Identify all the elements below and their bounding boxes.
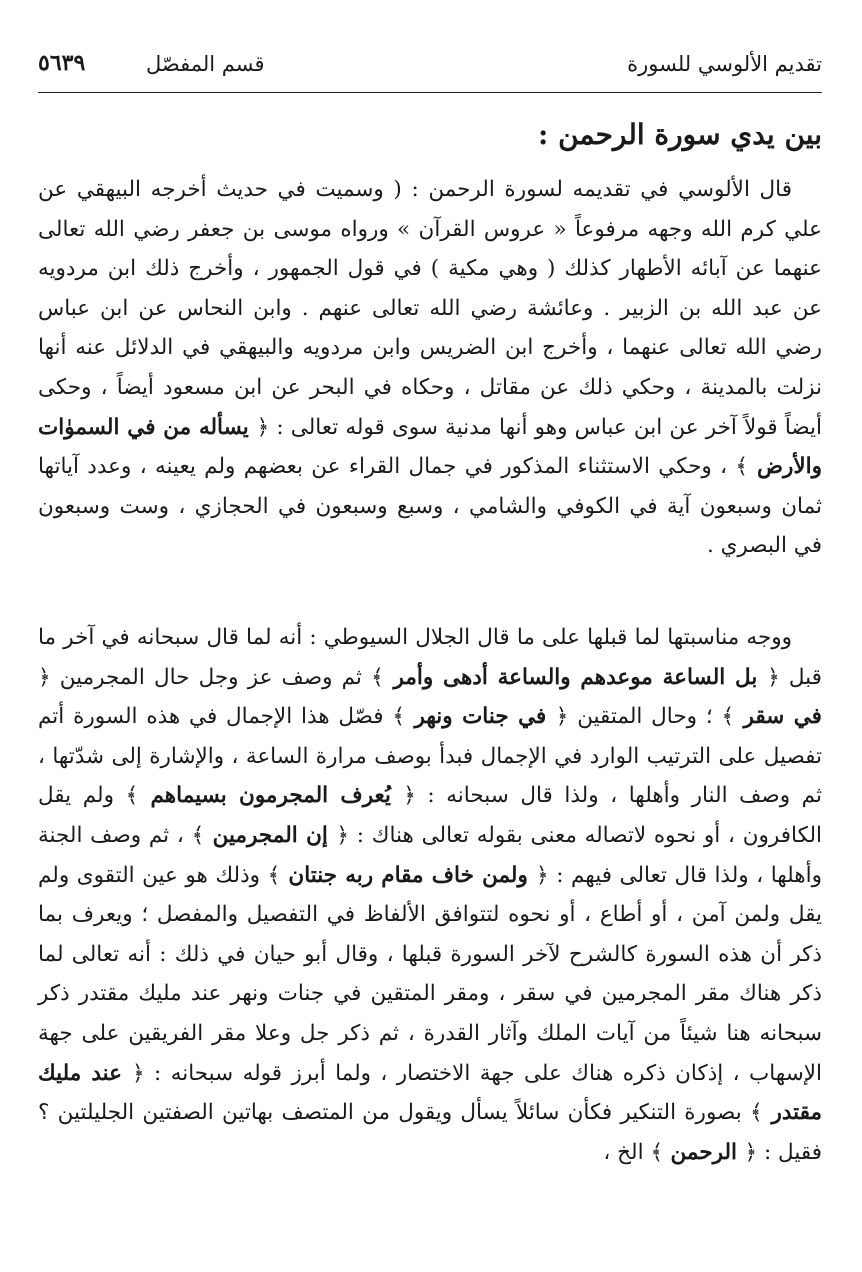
quran-verse: ﴿ يُعرف المجرمون بسيماهم ﴾ [125, 783, 416, 809]
text-run: ، وحكي الاستثناء المذكور في جمال القراء عن بعضهم ولم يعينه ، وعدد آياتها ثمان وسبعون آية في الكوفي والشامي ، وسبع وسبعون في الحجازي ، وست وسبعون في البصري . [38, 454, 822, 559]
header-title: تقديم الألوسي للسورة [627, 52, 822, 76]
quran-verse: ﴿ يسأله من في السموٰات والأرض ﴾ [38, 414, 822, 480]
text-run: ثم وصف عز وجل حال المجرمين [59, 664, 362, 690]
quran-verse: ﴿ بل الساعة موعدهم والساعة أدهى وأمر ﴾ [371, 664, 780, 690]
quran-verse: ﴿ الرحمن ﴾ [650, 1139, 758, 1165]
text-run: فصّل هذا الإجمال في هذه السورة أتم تفصيل على الترتيب الوارد في الإجمال فبدأ بوصف مرارة الساعة ، والإشارة إلى شدّتها ، ثم وصف النار وأهلها ، ولذا قال سبحانه : [38, 704, 822, 809]
text-run: ووجه مناسبتها لما قبلها على ما قال الجلال السيوطي : أنه لما قال سبحانه في آخر ما قبل [38, 625, 822, 690]
running-header [38, 52, 822, 93]
text-run: قال الألوسي في تقديمه لسورة الرحمن : ( وسميت في حديث أخرجه البيهقي عن علي كرم الله وجهه مرفوعاً « عروس القرآن » ورواه موسى بن جعفر رضي الله تعالى عنهما عن آبائه الأطهار كذلك ( وهي مكية ) في قول الجمهور ، وأخرج ذلك ابن مردويه عن عبد الله بن الزبير . وعائشة رضي الله تعالى عنهم . وابن النحاس عن ابن عباس رضي الله تعالى عنهما ، وأخرج ابن الضريس وابن مردويه والبيهقي في الدلائل عنه أنها نزلت بالمدينة ، وحكي ذلك عن مقاتل ، وحكاه في البحر عن ابن مسعود أيضاً ، وحكى أيضاً قولاً آخر عن ابن عباس وهو أنها مدنية سوى قوله تعالى : [38, 177, 822, 440]
text-run: وذلك هو عين التقوى ولم يقل ولمن آمن ، أو أطاع ، أو نحوه لتتوافق الألفاظ في التفصيل والمفصل ؛ ويعرف بما ذكر أن هذه السورة كالشرح لآخر السورة قبلها ، وقال أبو حيان في ذلك : أنه تعالى لما ذكر هناك مقر المجرمين في سقر ، ومقر المتقين في جنات ونهر عند مليك مقتدر ذكر سبحانه هنا شيئاً من آيات الملك وآثار القدرة ، ثم ذكر جل وعلا مقر الفريقين على جهة الإسهاب ، إذكان ذكره هناك على جهة الاختصار ، ولما أبرز قوله سبحانه : [38, 862, 822, 1086]
quran-verse: ﴿ في سقر ﴾ [38, 664, 822, 730]
quran-verse: ﴿ عند مليك مقتدر ﴾ [38, 1060, 822, 1126]
text-run: بصورة التنكير فكأن سائلاً يسأل ويقول من المتصف بهاتين الصفتين الجليلتين ؟ فقيل : [38, 1100, 822, 1165]
header-section: قسم المفصّل [146, 52, 265, 76]
quran-verse: ﴿ إن المجرمين ﴾ [191, 822, 349, 848]
text-run: ؛ وحال المتقين [577, 704, 713, 730]
paragraph-2 [38, 618, 822, 1172]
text-run: الخ ، [603, 1139, 644, 1165]
page-number: ٥٦٣٩ [38, 50, 86, 76]
section-heading: بين يدي سورة الرحمن : [538, 118, 822, 151]
text-run: ، ثم وصف الجنة وأهلها ، ولذا قال تعالى فيهم : [38, 822, 822, 888]
text-run: ولم يقل الكافرون ، أو نحوه لاتصاله معنى بقوله تعالى هناك : [38, 783, 822, 848]
quran-verse: ﴿ ولمن خاف مقام ربه جنتان ﴾ [267, 862, 549, 888]
quran-verse: ﴿ في جنات ونهر ﴾ [392, 704, 569, 730]
paragraph-1 [38, 170, 822, 566]
